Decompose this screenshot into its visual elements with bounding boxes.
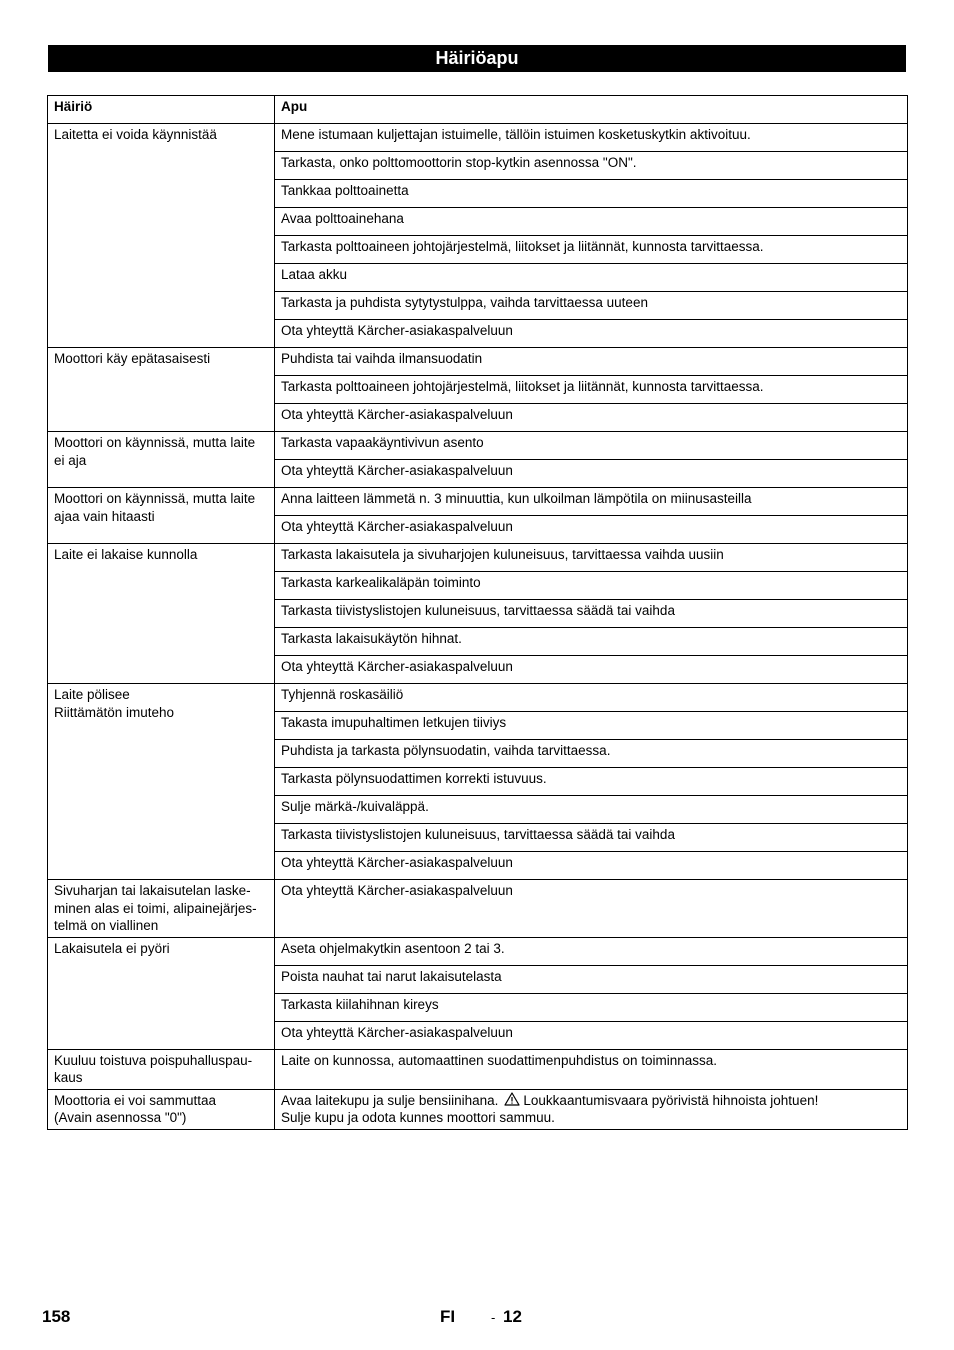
- help-cell: Tarkasta kiilahihnan kireys: [275, 993, 908, 1021]
- column-header-help: Apu: [275, 96, 908, 124]
- fault-cell: Moottoria ei voi sammuttaa (Avain asennossa "0"): [48, 1089, 275, 1129]
- troubleshooting-table: [47, 95, 908, 1130]
- help-cell: Tarkasta ja puhdista sytytystulppa, vaihda tarvittaessa uuteen: [275, 292, 908, 320]
- fault-cell: Laite ei lakaise kunnolla: [48, 544, 275, 684]
- table-row: [48, 1049, 908, 1089]
- table-row: [48, 937, 908, 965]
- help-cell: Tarkasta vapaakäyntivivun asento: [275, 432, 908, 460]
- help-cell: Sulje märkä-/kuivaläppä.: [275, 796, 908, 824]
- help-cell: Ota yhteyttä Kärcher-asiakaspalveluun: [275, 404, 908, 432]
- help-cell: Anna laitteen lämmetä n. 3 minuuttia, kun ulkoilman lämpötila on miinusasteilla: [275, 488, 908, 516]
- help-text-warning: Loukkaantumisvaara pyörivistä hihnoista johtuen!: [523, 1092, 819, 1108]
- help-cell: Laite on kunnossa, automaattinen suodattimenpuhdistus on toiminnassa.: [275, 1049, 908, 1089]
- help-cell: Ota yhteyttä Kärcher-asiakaspalveluun: [275, 460, 908, 488]
- table-body: [48, 96, 908, 1130]
- help-text-part3: Sulje kupu ja odota kunnes moottori sammuu.: [281, 1110, 555, 1125]
- table-row: [48, 348, 908, 376]
- fault-cell: Kuuluu toistuva poispuhalluspau- kaus: [48, 1049, 275, 1089]
- help-cell: Ota yhteyttä Kärcher-asiakaspalveluun: [275, 516, 908, 544]
- help-cell: Ota yhteyttä Kärcher-asiakaspalveluun: [275, 656, 908, 684]
- table-header-row: [48, 96, 908, 124]
- footer-language: FI: [440, 1307, 456, 1326]
- help-cell: Ota yhteyttä Kärcher-asiakaspalveluun: [275, 1021, 908, 1049]
- help-cell: Tyhjennä roskasäiliö: [275, 684, 908, 712]
- help-cell: Tarkasta lakaisutela ja sivuharjojen kuluneisuus, tarvittaessa vaihda uusiin: [275, 544, 908, 572]
- fault-cell: Moottori on käynnissä, mutta laite ei aja: [48, 432, 275, 488]
- help-cell: Tarkasta pölynsuodattimen korrekti istuvuus.: [275, 768, 908, 796]
- help-cell: Tarkasta, onko polttomoottorin stop-kytkin asennossa "ON".: [275, 152, 908, 180]
- help-cell: Takasta imupuhaltimen letkujen tiiviys: [275, 712, 908, 740]
- table-row: [48, 684, 908, 712]
- help-cell: Ota yhteyttä Kärcher-asiakaspalveluun: [275, 320, 908, 348]
- column-header-fault: Häiriö: [48, 96, 275, 124]
- help-text-part1: Avaa laitekupu ja sulje bensiinihana.: [281, 1092, 499, 1108]
- help-cell: Ota yhteyttä Kärcher-asiakaspalveluun: [275, 852, 908, 880]
- help-cell: Tankkaa polttoainetta: [275, 180, 908, 208]
- help-cell: Tarkasta polttoaineen johtojärjestelmä, liitokset ja liitännät, kunnosta tarvittaessa.: [275, 236, 908, 264]
- fault-cell: Lakaisutela ei pyöri: [48, 937, 275, 1049]
- fault-cell: Laitetta ei voida käynnistää: [48, 124, 275, 348]
- page-number: 158: [42, 1307, 71, 1326]
- help-cell: Lataa akku: [275, 264, 908, 292]
- table-row: [48, 544, 908, 572]
- table-row: [48, 488, 908, 516]
- help-cell: Avaa polttoainehana: [275, 208, 908, 236]
- help-cell: Mene istumaan kuljettajan istuimelle, tällöin istuimen kosketuskytkin aktivoituu.: [275, 124, 908, 152]
- help-cell: Puhdista tai vaihda ilmansuodatin: [275, 348, 908, 376]
- footer-dash: -: [491, 1310, 496, 1325]
- table-row: [48, 124, 908, 152]
- help-cell: Poista nauhat tai narut lakaisutelasta: [275, 965, 908, 993]
- help-cell: Puhdista ja tarkasta pölynsuodatin, vaihda tarvittaessa.: [275, 740, 908, 768]
- table-row: [48, 432, 908, 460]
- warning-triangle-icon: [504, 1092, 520, 1106]
- fault-cell: Moottori on käynnissä, mutta laite ajaa vain hitaasti: [48, 488, 275, 544]
- footer-sub-page: 12: [503, 1307, 522, 1326]
- help-cell: Aseta ohjelmakytkin asentoon 2 tai 3.: [275, 937, 908, 965]
- help-cell: Tarkasta karkealikaläpän toiminto: [275, 572, 908, 600]
- fault-cell: Moottori käy epätasaisesti: [48, 348, 275, 432]
- help-cell: Tarkasta tiivistyslistojen kuluneisuus, tarvittaessa säädä tai vaihda: [275, 600, 908, 628]
- fault-cell: Sivuharjan tai lakaisutelan laske- minen alas ei toimi, alipainejärjes- telmä on viallinen: [48, 880, 275, 938]
- table-row: [48, 1089, 908, 1129]
- help-cell: Tarkasta tiivistyslistojen kuluneisuus, tarvittaessa säädä tai vaihda: [275, 824, 908, 852]
- help-cell-warning: [275, 1089, 908, 1129]
- section-title: Häiriöapu: [48, 45, 906, 72]
- help-cell: Ota yhteyttä Kärcher-asiakaspalveluun: [275, 880, 908, 938]
- help-cell: Tarkasta lakaisukäytön hihnat.: [275, 628, 908, 656]
- table-row: [48, 880, 908, 938]
- help-cell: Tarkasta polttoaineen johtojärjestelmä, liitokset ja liitännät, kunnosta tarvittaessa.: [275, 376, 908, 404]
- fault-cell: Laite pölisee Riittämätön imuteho: [48, 684, 275, 880]
